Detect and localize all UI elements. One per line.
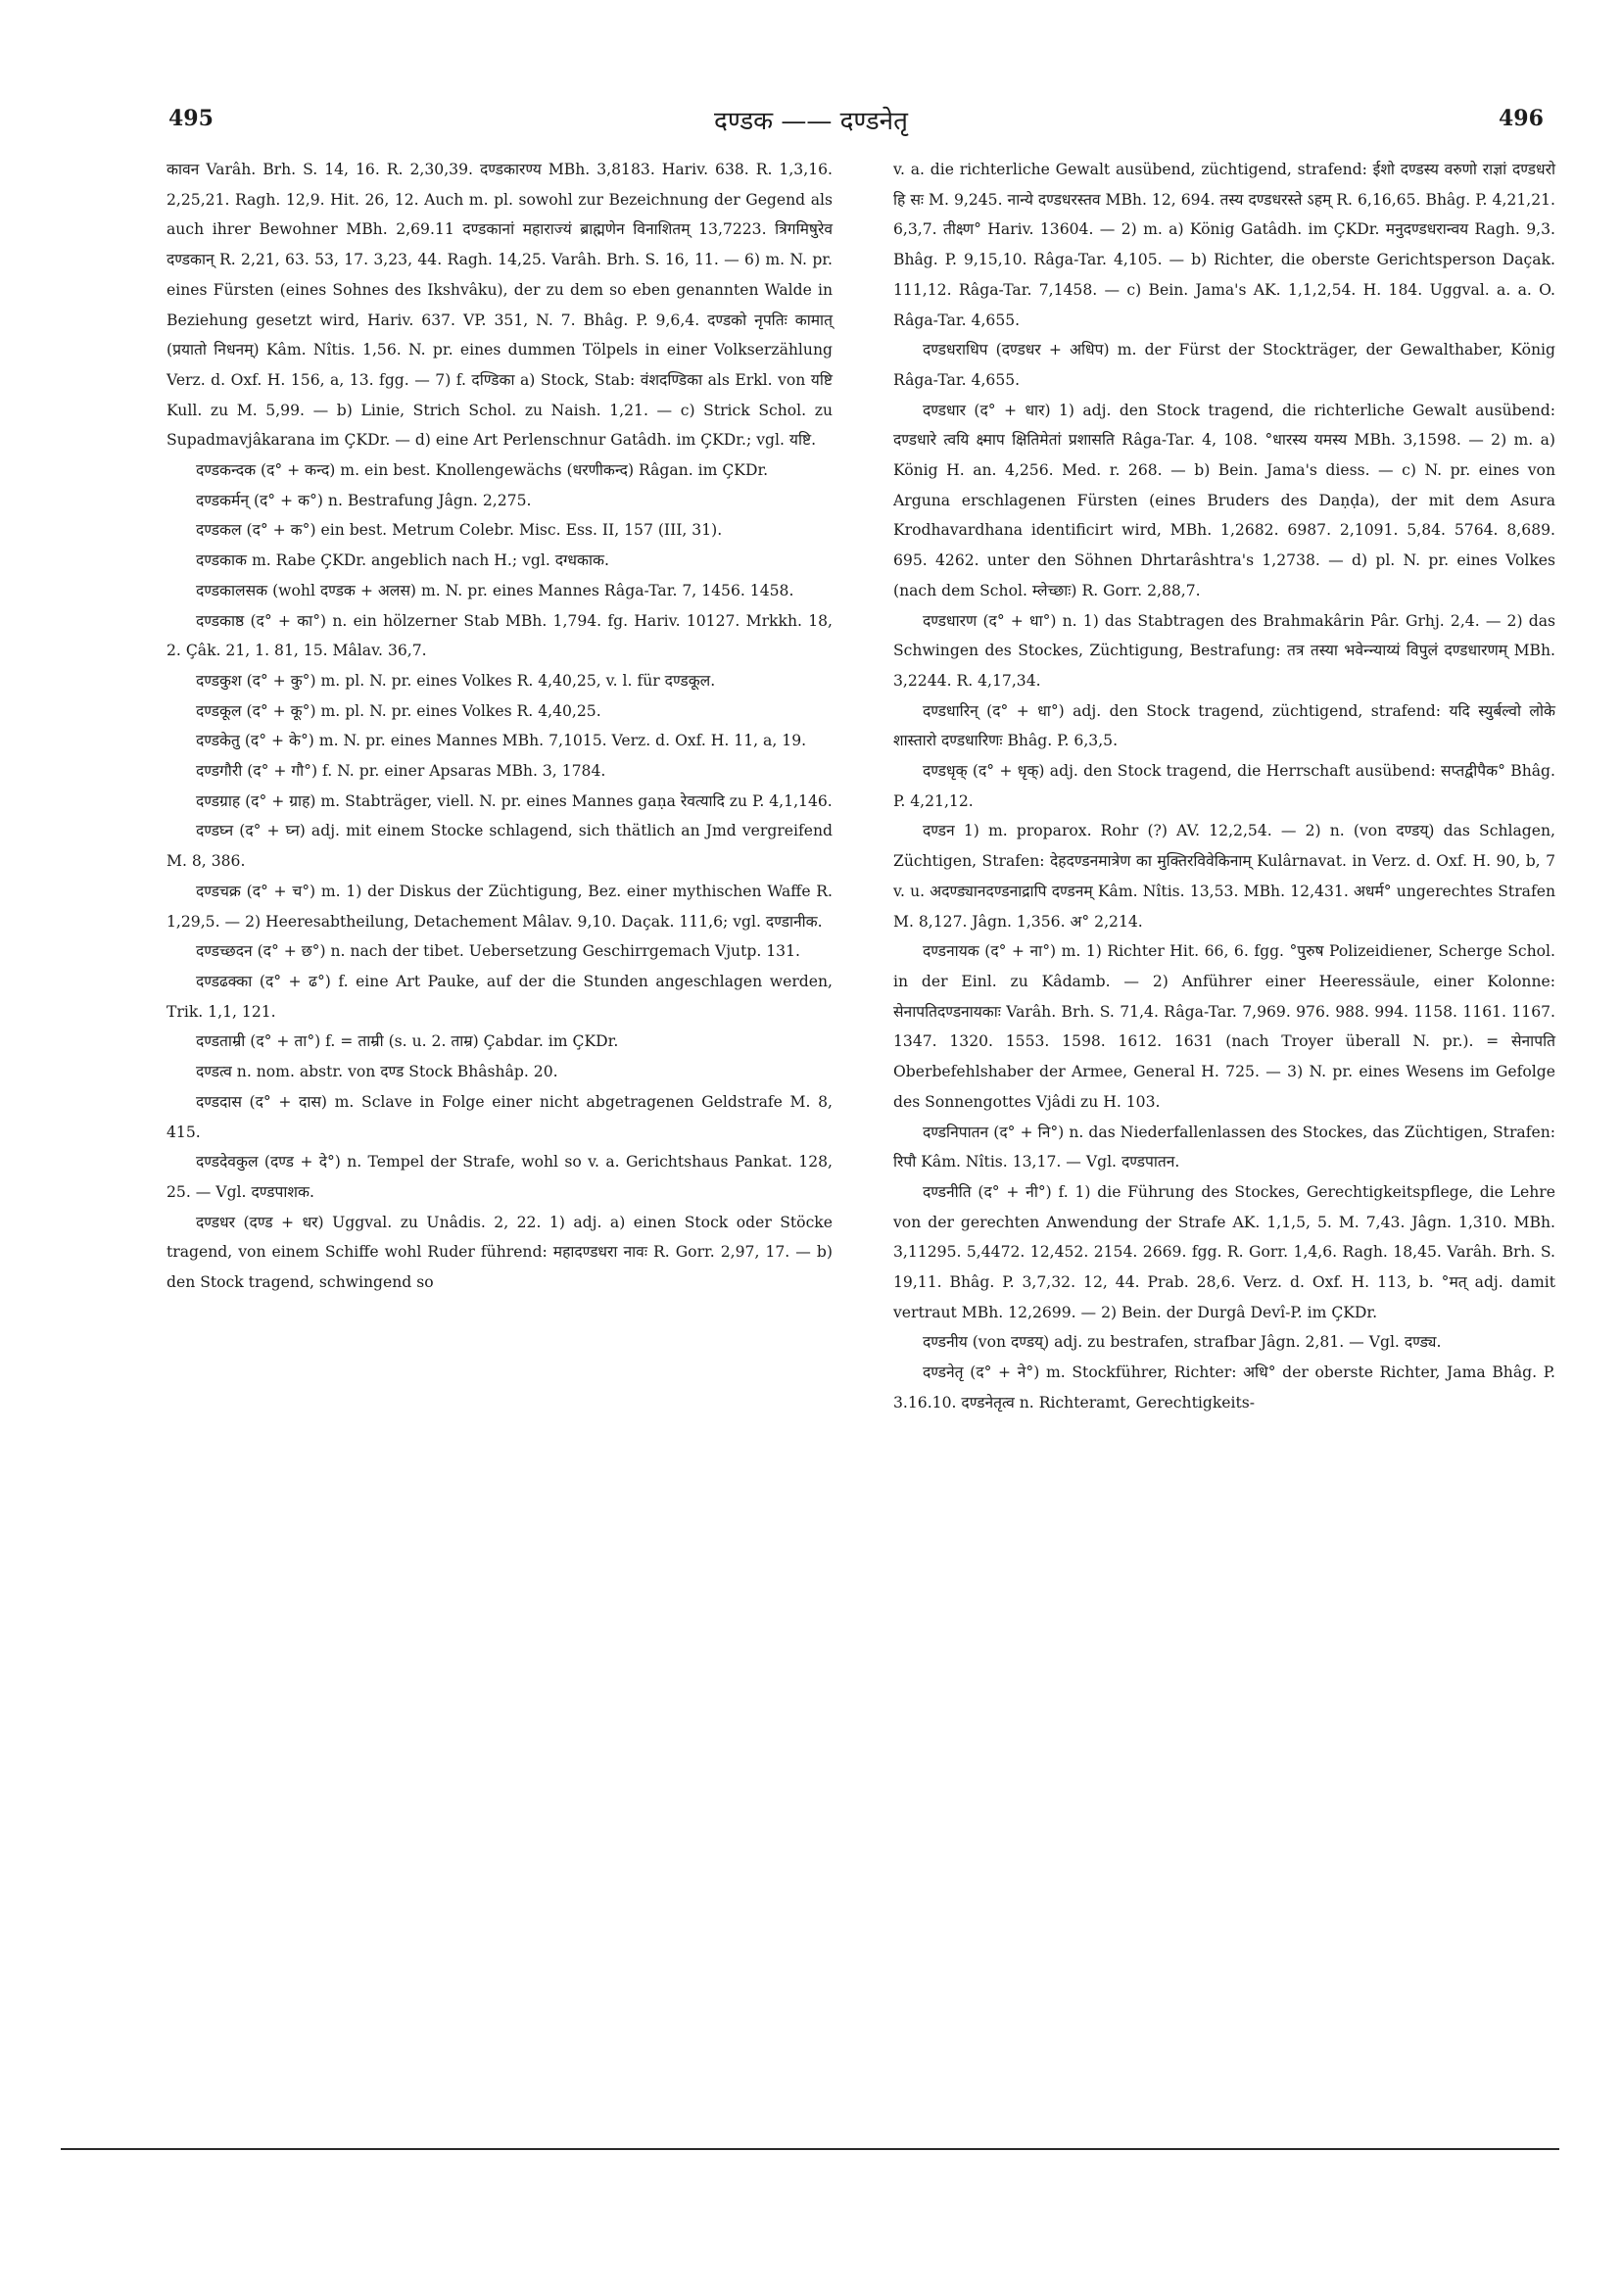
entry-paragraph: दण्डढक्का (द° + ढ°) f. eine Art Pauke, auf der die Stunden angeschlagen werden, Trik. 1,1, 121.: [167, 972, 833, 1021]
entry-paragraph: कावन Varâh. Brh. S. 14, 16. R. 2,30,39. दण्डकारण्य MBh. 3,8183. Hariv. 638. R. 1,3,16. 2,25,21. Ragh. 12,9. Hit. 26, 12. Auch m. pl. sowohl zur Bezeichnung der Gegend als auch ihrer Bewohner MBh. 2,69.11 दण्डकानां महाराज्यं ब्राह्मणेन विनाशितम् 13,7223. त्रिगमिषुरेव दण्डकान् R. 2,21, 63. 53, 17. 3,23, 44. Ragh. 14,25. Varâh. Brh. S. 16, 11. — 6) m. N. pr. eines Fürsten (eines Sohnes des Ikshvâku), der zu dem so eben genannten Walde in Beziehung gesetzt wird, Hariv. 637. VP. 351, N. 7. Bhâg. P. 9,6,4. दण्डको नृपतिः कामात् (प्रयातो निधनम्) Kâm. Nîtis. 1,56. N. pr. eines dummen Tölpels in einer Volkserzählung Verz. d. Oxf. H. 156, a, 13. fgg. — 7) f. दण्डिका a) Stock, Stab: वंशदण्डिका als Erkl. von यष्टि Kull. zu M. 5,99. — b) Linie, Strich Schol. zu Naish. 1,21. — c) Strick Schol. zu Supadmavjâkarana im ÇKDr. — d) eine Art Perlenschnur Gatâdh. im ÇKDr.; vgl. यष्टि.: [167, 161, 833, 450]
entry-paragraph: दण्डगौरी (द° + गौ°) f. N. pr. einer Apsaras MBh. 3, 1784.: [196, 762, 606, 781]
entry-paragraph: दण्डधर (दण्ड + धर) Uggval. zu Unâdis. 2, 22. 1) adj. a) einen Stock oder Stöcke tragend, von einem Schiffe wohl Ruder führend: महादण्डधरा नावः R. Gorr. 2,97, 17. — b) den Stock tragend, schwingend so: [167, 1213, 833, 1292]
entry-paragraph: दण्डकाक m. Rabe ÇKDr. angeblich nach H.; vgl. दग्धकाक.: [196, 551, 609, 570]
right-column: [893, 155, 1555, 1418]
entry-paragraph: दण्डकेतु (द° + के°) m. N. pr. eines Mannes MBh. 7,1015. Verz. d. Oxf. H. 11, a, 19.: [196, 732, 807, 750]
entry-paragraph: दण्डकूल (द° + कू°) m. pl. N. pr. eines Volkes R. 4,40,25.: [196, 701, 601, 720]
entry-paragraph: दण्डच्छदन (द° + छ°) n. nach der tibet. Uebersetzung Geschirrgemach Vjutp. 131.: [196, 942, 800, 961]
entry-paragraph: दण्डनिपातन (द° + नि°) n. das Niederfallenlassen des Stockes, das Züchtigen, Strafen: रिपौ Kâm. Nîtis. 13,17. — Vgl. दण्डपातन.: [893, 1123, 1555, 1172]
entry-paragraph: दण्डकन्दक (द° + कन्द) m. ein best. Knollengewächs (धरणीकन्द) Râgan. im ÇKDr.: [196, 461, 769, 480]
bottom-rule: [61, 2148, 1559, 2150]
entry-paragraph: दण्डघ्न (द° + घ्न) adj. mit einem Stocke schlagend, sich thätlich an Jmd vergreifend M. 8, 386.: [167, 822, 833, 871]
entry-paragraph: दण्डत्व n. nom. abstr. von दण्ड Stock Bhâshâp. 20.: [196, 1063, 558, 1081]
page-number-right: 496: [1499, 106, 1544, 131]
entry-paragraph: दण्डधराधिप (दण्डधर + अधिप) m. der Fürst der Stockträger, der Gewalthaber, König Râga-Tar. 4,655.: [893, 341, 1555, 389]
running-title: दण्डक —— दण्डनेतृ: [714, 107, 908, 136]
entry-paragraph: दण्डन 1) m. proparox. Rohr (?) AV. 12,2,54. — 2) n. (von दण्डय्) das Schlagen, Züchtigen, Strafen: देहदण्डनमात्रेण का मुक्तिरविवेकिनाम् Kulârnavat. in Verz. d. Oxf. H. 90, b, 7 v. u. अदण्ड्यानदण्डनाद्रापि दण्डनम् Kâm. Nîtis. 13,53. MBh. 12,431. अधर्म° ungerechtes Strafen M. 8,127. Jâgn. 1,356. अ° 2,214.: [893, 822, 1555, 931]
entry-paragraph: दण्डताम्री (द° + ता°) f. = ताम्री (s. u. 2. ताम्र) Çabdar. im ÇKDr.: [196, 1032, 619, 1051]
entry-paragraph: दण्डनीय (von दण्डय्) adj. zu bestrafen, strafbar Jâgn. 2,81. — Vgl. दण्ड्य.: [923, 1333, 1442, 1352]
entry-paragraph: दण्डधृक् (द° + धृक्) adj. den Stock tragend, die Herrschaft ausübend: सप्तद्वीपैक° Bhâg. P. 4,21,12.: [893, 762, 1555, 810]
entry-paragraph: दण्डनीति (द° + नी°) f. 1) die Führung des Stockes, Gerechtigkeitspflege, die Lehre von der gerechten Anwendung der Strafe AK. 1,1,5, 5. M. 7,43. Jâgn. 1,310. MBh. 3,11295. 5,4472. 12,452. 2154. 2669. fgg. R. Gorr. 1,4,6. Ragh. 18,45. Varâh. Brh. S. 19,11. Bhâg. P. 3,7,32. 12, 44. Prab. 28,6. Verz. d. Oxf. H. 113, b. °मत् adj. damit vertraut MBh. 12,2699. — 2) Bein. der Durgâ Devî-P. im ÇKDr.: [893, 1182, 1555, 1321]
entry-paragraph: दण्डनेतृ (द° + ने°) m. Stockführer, Richter: अधि° der oberste Richter, Jama Bhâg. P. 3.16.10. दण्डनेतृत्व n. Richteramt, Gerechtigkeits-: [893, 1363, 1555, 1411]
entry-paragraph: दण्डग्राह (द° + ग्राह) m. Stabträger, viell. N. pr. eines Mannes gaṇa रेवत्यादि zu P. 4,1,146.: [196, 791, 833, 810]
left-column: [167, 155, 833, 1298]
entry-paragraph: दण्डदेवकुल (दण्ड + दे°) n. Tempel der Strafe, wohl so v. a. Gerichtshaus Pankat. 128, 25. — Vgl. दण्डपाशक.: [167, 1153, 833, 1201]
entry-paragraph: दण्डदास (द° + दास) m. Sclave in Folge einer nicht abgetragenen Geldstrafe M. 8, 415.: [167, 1092, 833, 1141]
entry-paragraph: दण्डधारण (द° + धा°) n. 1) das Stabtragen des Brahmakârin Pâr. Grhj. 2,4. — 2) das Schwingen des Stockes, Züchtigung, Bestrafung: तत्र तस्या भवेन्न्याय्यं विपुलं दण्डधारणम् MBh. 3,2244. R. 4,17,34.: [893, 611, 1555, 690]
entry-paragraph: दण्डकुश (द° + कु°) m. pl. N. pr. eines Volkes R. 4,40,25, v. l. für दण्डकूल.: [196, 671, 716, 690]
entry-paragraph: v. a. die richterliche Gewalt ausübend, züchtigend, strafend: ईशो दण्डस्य वरुणो राज्ञां दण्डधरो हि सः M. 9,245. नान्ये दण्डधरस्तव MBh. 12, 694. तस्य दण्डधरस्ते ऽहम् R. 6,16,65. Bhâg. P. 4,21,21. 6,3,7. तीक्ष्ण° Hariv. 13604. — 2) m. a) König Gatâdh. im ÇKDr. मनुदण्डधरान्वय Ragh. 9,3. Bhâg. P. 9,15,10. Râga-Tar. 4,105. — b) Richter, die oberste Gerichtsperson Daçak. 111,12. Râga-Tar. 7,1458. — c) Bein. Jama's AK. 1,1,2,54. H. 184. Uggval. a. a. O. Râga-Tar. 4,655.: [893, 161, 1555, 329]
entry-paragraph: दण्डचक्र (द° + च°) m. 1) der Diskus der Züchtigung, Bez. einer mythischen Waffe R. 1,29,5. — 2) Heeresabtheilung, Detachement Mâlav. 9,10. Daçak. 111,6; vgl. दण्डानीक.: [167, 882, 833, 931]
entry-paragraph: दण्डकाष्ठ (द° + का°) n. ein hölzerner Stab MBh. 1,794. fg. Hariv. 10127. Mrkkh. 18, 2. Çâk. 21, 1. 81, 15. Mâlav. 36,7.: [167, 611, 833, 660]
page-number-left: 495: [168, 106, 214, 131]
entry-paragraph: दण्डनायक (द° + ना°) m. 1) Richter Hit. 66, 6. fgg. °पुरुष Polizeidiener, Scherge Schol. in der Einl. zu Kâdamb. — 2) Anführer einer Heeressäule, einer Kolonne: सेनापतिदण्डनायकाः Varâh. Brh. S. 71,4. Râga-Tar. 7,969. 976. 988. 994. 1158. 1161. 1167. 1347. 1320. 1553. 1598. 1612. 1631 (nach Troyer überall N. pr.). = सेनापति Oberbefehlshaber der Armee, General H. 725. — 3) N. pr. eines Wesens im Gefolge des Sonnengottes Vjâdi zu H. 103.: [893, 942, 1555, 1111]
entry-paragraph: दण्डकल (द° + क°) ein best. Metrum Colebr. Misc. Ess. II, 157 (III, 31).: [196, 521, 723, 540]
entry-paragraph: दण्डकर्मन् (द° + क°) n. Bestrafung Jâgn. 2,275.: [196, 491, 532, 509]
entry-paragraph: दण्डधार (द° + धार) 1) adj. den Stock tragend, die richterliche Gewalt ausübend: दण्डधारे त्वयि क्ष्माप क्षितिमेतां प्रशासति Râga-Tar. 4, 108. °धारस्य यमस्य MBh. 3,1598. — 2) m. a) König H. an. 4,256. Med. r. 268. — b) Bein. Jama's diess. — c) N. pr. eines von Arguna erschlagenen Fürsten (eines Bruders des Daṇḍa), der mit dem Asura Krodhavardhana identificirt wird, MBh. 1,2682. 6987. 2,1091. 5,84. 5764. 8,689. 695. 4262. unter den Söhnen Dhrtarâshtra's 1,2738. — d) pl. N. pr. eines Volkes (nach dem Schol. म्लेच्छाः) R. Gorr. 2,88,7.: [893, 401, 1555, 599]
entry-paragraph: दण्डकालसक (wohl दण्डक + अलस) m. N. pr. eines Mannes Râga-Tar. 7, 1456. 1458.: [196, 581, 794, 599]
entry-paragraph: दण्डधारिन् (द° + धा°) adj. den Stock tragend, züchtigend, strafend: यदि स्युर्बल्वो लोके शास्तारो दण्डधारिणः Bhâg. P. 6,3,5.: [893, 701, 1555, 750]
